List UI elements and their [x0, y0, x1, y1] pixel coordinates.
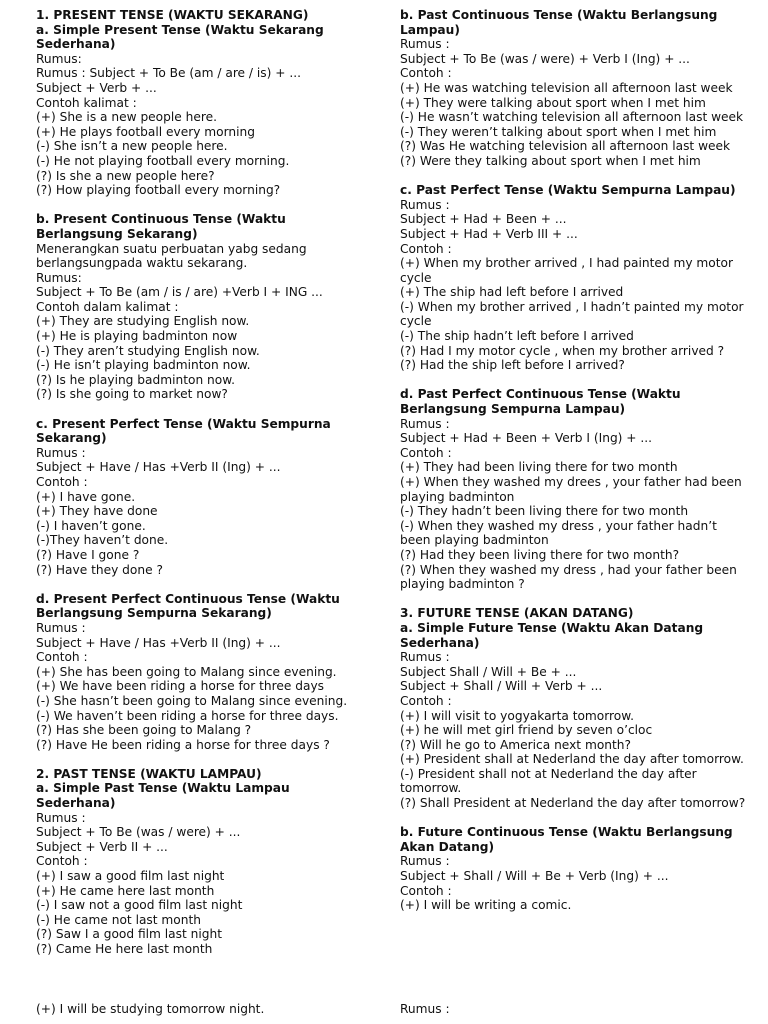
text-line: Rumus : — [400, 1002, 450, 1016]
text-line: (+) He came here last month — [36, 883, 215, 898]
text-line: (-)They haven’t done. — [36, 533, 169, 548]
text-line: (+) She is a new people here. — [36, 110, 217, 125]
text-line: (-) They hadn’t been living there for two month — [400, 504, 689, 519]
text-line: (?) Will he go to America next month? — [400, 737, 631, 752]
text-line: (-) He not playing football every morning. — [36, 153, 290, 168]
text-line: Menerangkan suatu perbuatan yabg sedang berlangsungpada waktu sekarang. — [36, 241, 307, 271]
section-heading: 1. PRESENT TENSE (WAKTU SEKARANG) — [36, 8, 309, 22]
text-line: Contoh : — [36, 854, 88, 869]
text-line: Contoh : — [400, 445, 452, 460]
text-line: (+) President shall at Nederland the day after tomorrow. — [400, 752, 744, 767]
text-line: Rumus : — [400, 854, 450, 869]
text-line: (+) When they washed my drees , your father had been playing badminton — [400, 475, 742, 504]
text-line: Subject + Shall / Will + Be + Verb (Ing) + ... — [400, 869, 669, 884]
text-line: (+) He plays football every morning — [36, 124, 255, 139]
text-line: (+) We have been riding a horse for three days — [36, 679, 325, 694]
text-line: (+) When my brother arrived , I had painted my motor cycle — [400, 256, 733, 285]
text-line: Subject + Verb II + ... — [36, 839, 168, 854]
section-heading: a. Simple Past Tense (Waktu Lampau Sederhana) — [36, 781, 290, 811]
text-line: Subject + Have / Has +Verb II (Ing) + ... — [36, 460, 281, 475]
tense-section — [36, 212, 368, 402]
tense-section — [36, 767, 368, 957]
text-line: (?) Were they talking about sport when I met him — [400, 153, 701, 168]
text-line: Subject + Verb + ... — [36, 80, 157, 95]
tense-section — [400, 387, 748, 591]
section-heading: a. Simple Future Tense (Waktu Akan Datang Sederhana) — [400, 620, 704, 650]
right-column — [400, 8, 748, 927]
text-line: Contoh kalimat : — [36, 95, 137, 110]
text-line: (?) When they washed my dress , had your father been playing badminton ? — [400, 562, 737, 592]
section-heading: 2. PAST TENSE (WAKTU LAMPAU) — [36, 766, 262, 781]
text-line: (+) I will be studying tomorrow night. — [36, 1002, 265, 1016]
text-line: (-) When my brother arrived , I hadn’t painted my motor cycle — [400, 299, 744, 329]
text-line: (?) Shall President at Nederland the day after tomorrow? — [400, 796, 746, 811]
text-line: (?) Had I my motor cycle , when my brother arrived ? — [400, 343, 725, 358]
text-line: (?) Is she going to market now? — [36, 387, 228, 402]
text-line: Subject + Had + Verb III + ... — [400, 226, 578, 241]
text-line: Rumus : — [36, 620, 86, 635]
text-line: (+) He is playing badminton now — [36, 329, 238, 344]
bottom-left-fragment — [36, 1002, 368, 1017]
tense-section — [36, 8, 368, 198]
text-line: (?) How playing football every morning? — [36, 183, 281, 198]
section-heading: b. Present Continuous Tense (Waktu Berlangsung Sekarang) — [36, 212, 286, 241]
section-heading: b. Past Continuous Tense (Waktu Berlangsung Lampau) — [400, 8, 718, 37]
text-line: (-) He came not last month — [36, 912, 201, 927]
text-line: (+) They had been living there for two month — [400, 460, 678, 475]
text-line: Rumus : — [36, 445, 86, 460]
section-heading: a. Simple Present Tense (Waktu Sekarang Sederhana) — [36, 22, 324, 52]
text-line: Subject + Had + Been + ... — [400, 212, 567, 227]
tense-section — [36, 592, 368, 753]
left-column — [36, 8, 368, 971]
text-line: (?) Have I gone ? — [36, 547, 140, 562]
text-line: Rumus : Subject + To Be (am / are / is) + ... — [36, 66, 301, 81]
text-line: (-) When they washed my dress , your father hadn’t been playing badminton — [400, 518, 717, 548]
text-line: Rumus : — [400, 37, 450, 52]
text-line: Subject + Shall / Will + Verb + ... — [400, 679, 603, 694]
text-line: (?) Saw I a good film last night — [36, 927, 222, 942]
text-line: (?) Had they been living there for two month? — [400, 547, 680, 562]
text-line: Contoh : — [400, 693, 452, 708]
text-line: (-) She isn’t a new people here. — [36, 139, 228, 154]
text-line: Subject + To Be (was / were) + Verb I (Ing) + ... — [400, 51, 690, 66]
text-line: (+) She has been going to Malang since evening. — [36, 664, 337, 679]
text-line: Rumus: — [36, 51, 82, 66]
text-line: Contoh : — [400, 883, 452, 898]
text-line: (?) Have they done ? — [36, 562, 163, 577]
tense-section — [400, 825, 748, 913]
text-line: (?) Has she been going to Malang ? — [36, 723, 252, 738]
section-heading: c. Past Perfect Tense (Waktu Sempurna Lampau) — [400, 183, 736, 198]
text-line: (-) President shall not at Nederland the day after tomorrow. — [400, 766, 697, 796]
text-line: (-) They aren’t studying English now. — [36, 343, 260, 358]
text-line: (+) I will be writing a comic. — [400, 898, 572, 913]
text-line: (+) I will visit to yogyakarta tomorrow. — [400, 708, 634, 723]
text-line: Rumus : — [36, 810, 86, 825]
text-line: (-) They weren’t talking about sport when I met him — [400, 124, 717, 139]
text-line: (?) Is she a new people here? — [36, 168, 215, 183]
text-line: (-) She hasn’t been going to Malang since evening. — [36, 693, 348, 708]
text-line: Rumus : — [400, 650, 450, 665]
tense-section — [400, 8, 748, 169]
text-line: (+) They are studying English now. — [36, 314, 250, 329]
text-line: (+) They were talking about sport when I met him — [400, 95, 706, 110]
text-line: Contoh : — [36, 650, 88, 665]
text-line: (-) He isn’t playing badminton now. — [36, 358, 251, 373]
text-line: (+) I have gone. — [36, 489, 136, 504]
text-line: Rumus : — [400, 416, 450, 431]
text-line: (?) Was He watching television all afternoon last week — [400, 139, 731, 154]
text-line: Subject + To Be (am / is / are) +Verb I + ING ... — [36, 285, 323, 300]
text-line: (?) Had the ship left before I arrived? — [400, 358, 625, 373]
text-line: (+) I saw a good film last night — [36, 869, 225, 884]
section-heading: b. Future Continuous Tense (Waktu Berlangsung Akan Datang) — [400, 825, 733, 854]
text-line: (+) He was watching television all afternoon last week — [400, 80, 733, 95]
text-line: Subject + To Be (was / were) + ... — [36, 825, 241, 840]
bottom-right-fragment — [400, 1002, 748, 1017]
text-line: Subject + Have / Has +Verb II (Ing) + ... — [36, 635, 281, 650]
section-heading: c. Present Perfect Tense (Waktu Sempurna Sekarang) — [36, 416, 331, 446]
text-line: (+) he will met girl friend by seven o’cloc — [400, 723, 653, 738]
text-line: (-) I haven’t gone. — [36, 518, 146, 533]
tense-section — [400, 183, 748, 373]
text-line: Rumus : — [400, 197, 450, 212]
text-line: (-) The ship hadn’t left before I arrived — [400, 329, 634, 344]
section-heading: d. Past Perfect Continuous Tense (Waktu Berlangsung Sempurna Lampau) — [400, 387, 681, 417]
text-line: (?) Is he playing badminton now. — [36, 372, 235, 387]
text-line: (+) They have done — [36, 504, 158, 519]
text-line: Contoh : — [400, 66, 452, 81]
section-heading: d. Present Perfect Continuous Tense (Waktu Berlangsung Sempurna Sekarang) — [36, 591, 340, 621]
tense-section — [36, 417, 368, 578]
text-line: Subject Shall / Will + Be + ... — [400, 664, 577, 679]
text-line: Contoh : — [36, 475, 88, 489]
text-line: Contoh dalam kalimat : — [36, 299, 179, 314]
text-line: Rumus: — [36, 270, 82, 285]
text-line: Contoh : — [400, 241, 452, 256]
text-line: (+) The ship had left before I arrived — [400, 285, 624, 300]
tense-section — [400, 606, 748, 810]
text-line: (?) Came He here last month — [36, 942, 213, 956]
text-line: Subject + Had + Been + Verb I (Ing) + ... — [400, 431, 653, 446]
text-line: (?) Have He been riding a horse for three days ? — [36, 737, 330, 752]
text-line: (-) We haven’t been riding a horse for three days. — [36, 708, 339, 723]
section-heading: 3. FUTURE TENSE (AKAN DATANG) — [400, 606, 634, 621]
text-line: (-) He wasn’t watching television all afternoon last week — [400, 110, 744, 125]
text-line: (-) I saw not a good film last night — [36, 898, 243, 913]
